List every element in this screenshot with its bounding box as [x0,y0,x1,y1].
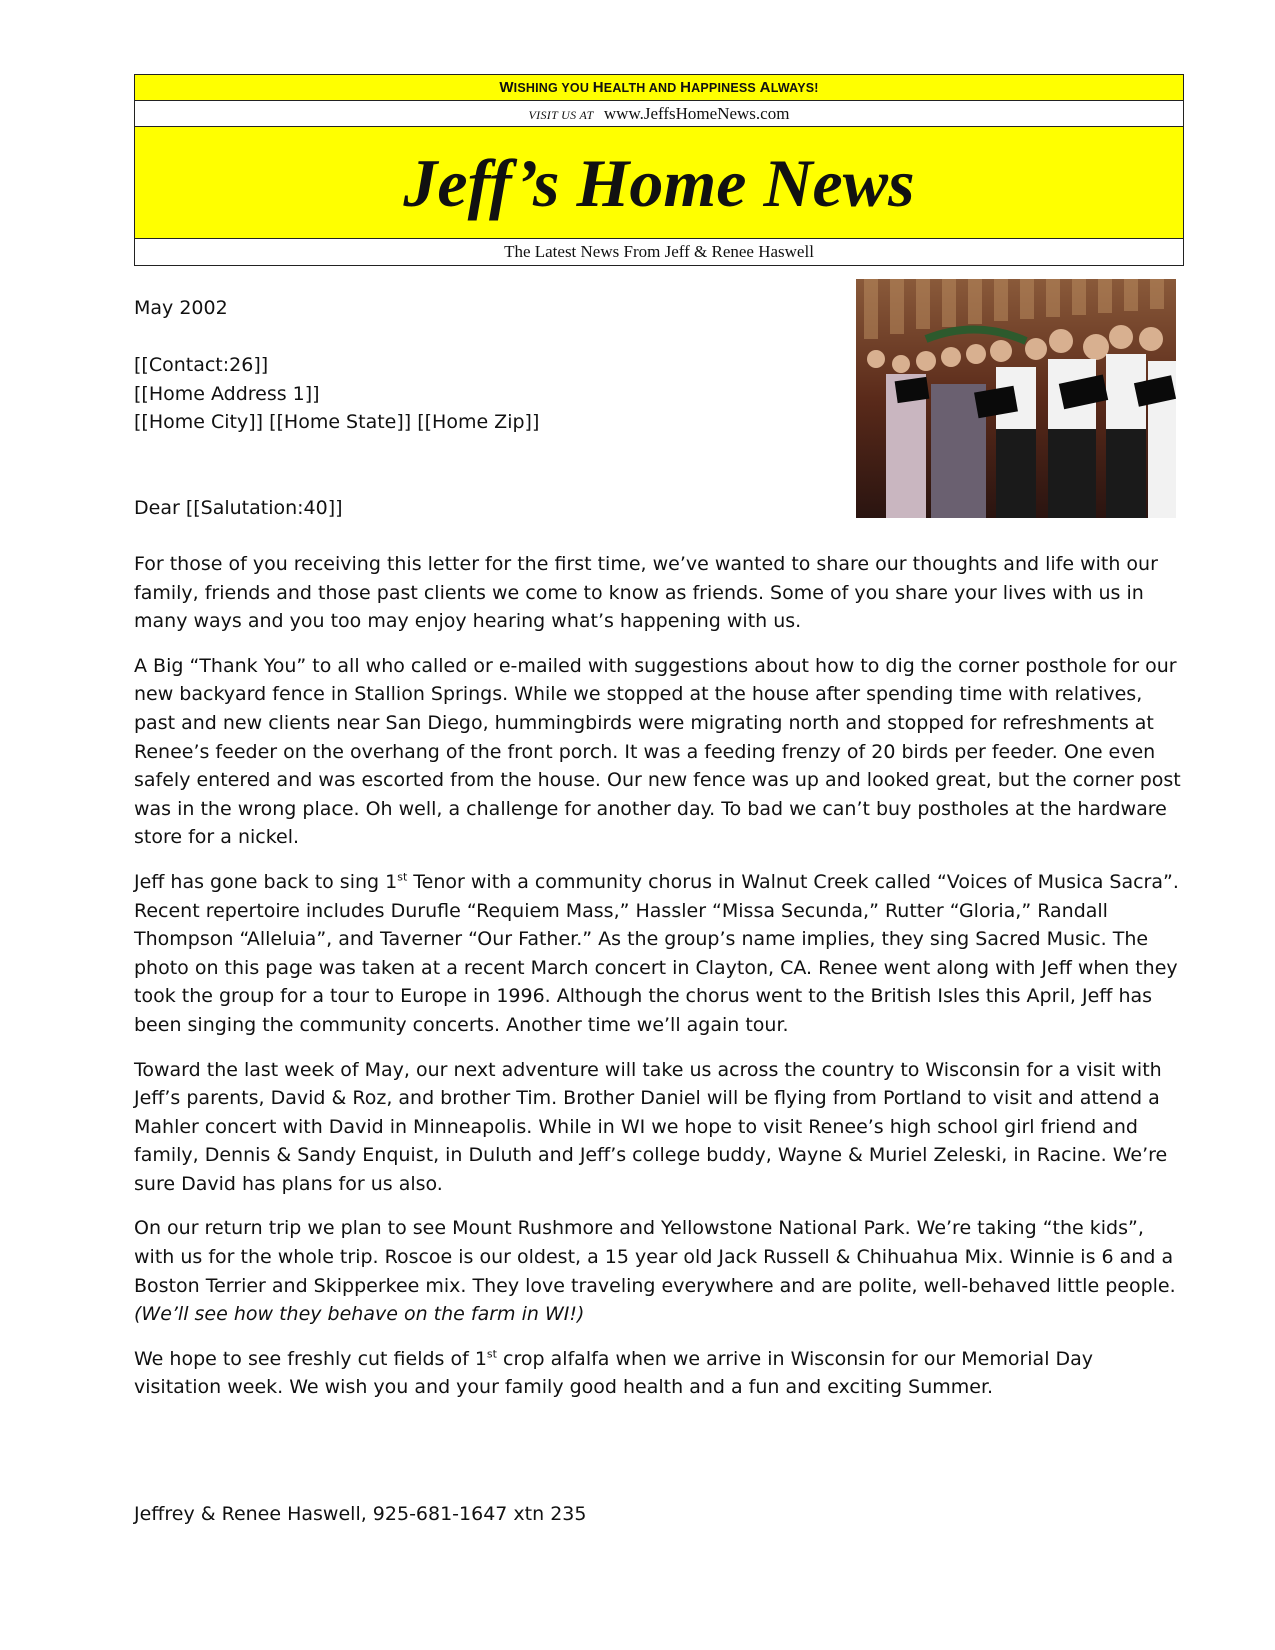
paragraph-intro: For those of you receiving this letter for the first time, we’ve wanted to share our thoughts and life with our family, friends and those past clients we come to know as friends. Some of you share your lives with us in many ways and you too may enjoy hearing what’s happening with us. [134,553,1158,633]
tagline-cap: H [592,79,604,96]
superscript: st [486,1347,497,1361]
italic-aside: (We’ll see how they behave on the farm in WI!) [134,1303,585,1326]
visit-url[interactable]: www.JeffsHomeNews.com [603,104,790,123]
text: Jeff has gone back to sing 1 [134,870,398,893]
paragraph-chorus [134,868,1184,1040]
paragraph-return-trip [134,1214,1184,1328]
salutation: Dear [[Salutation:40]] [134,497,343,519]
masthead [134,74,1184,266]
newsletter-subtitle: The Latest News From Jeff & Renee Haswell [504,242,814,261]
tagline-small: APPINESS [691,81,760,95]
paragraph-wisconsin: Toward the last week of May, our next adventure will take us across the country to Wisconsin for a visit with Jeff’s parents, David & Roz, and brother Tim. Brother Daniel will be flying from Portland to visit and attend a Mahler concert with David in Minneapolis. While in WI we hope to visit Renee’s high school girl friend and family, Dennis & Sandy Enquist, in Duluth and Jeff’s college buddy, Wayne & Muriel Zeleski, in Racine. We’re sure David has plans for us also. [134,1058,1168,1195]
text: We hope to see freshly cut fields of 1 [134,1347,487,1370]
paragraph-posthole: A Big “Thank You” to all who called or e-mailed with suggestions about how to dig the corner posthole for our new backyard fence in Stallion Springs. While we stopped at the house after spending time with relatives, past and new clients near San Diego, hummingbirds were migrating north and stopped for refreshments at Renee’s feeder on the overhang of the front porch. It was a feeding frenzy of 20 birds per feeder. One even safely entered and was escorted from the house. Our new fence was up and looked great, but the corner post was in the wrong place. Oh well, a challenge for another day. To bad we can’t buy postholes at the hardware store for a nickel. [134,654,1181,849]
masthead-tagline [135,75,1183,101]
address-block [134,351,539,437]
letter-date: May 2002 [134,297,228,319]
superscript: st [397,870,408,884]
address-line: [[Home City]] [[Home State]] [[Home Zip]] [134,411,540,434]
choir-photo-icon [856,279,1176,518]
newsletter-title: Jeff’s Home News [135,127,1183,239]
tagline-cap: H [680,79,692,96]
tagline-cap: W [499,79,514,96]
tagline-small: ISHING YOU [513,81,593,95]
address-line: [[Home Address 1]] [134,382,320,405]
letter-body [134,550,1184,1418]
masthead-visit [135,101,1183,127]
text: crop alfalfa when we arrive in Wisconsin for our Memorial Day visitation week. We wish you and your family good health and a fun and exciting Summer. [134,1347,1094,1399]
tagline-small: LWAYS! [770,81,819,95]
choir-photo [856,279,1176,518]
visit-prefix: VISIT US AT [528,108,594,122]
text: On our return trip we plan to see Mount Rushmore and Yellowstone National Park. We’re taking “the kids”, with us for the whole trip. Roscoe is our oldest, a 15 year old Jack Russell & Chihuahua Mix. Winnie is 6 and a Boston Terrier and Skipperkee mix. They love traveling everywhere and are polite, well-behaved little people. [134,1217,1176,1297]
tagline-cap: A [759,79,771,96]
signature: Jeffrey & Renee Haswell, 925-681-1647 xtn 235 [134,1503,587,1525]
text: Tenor with a community chorus in Walnut Creek called “Voices of Musica Sacra”. Recent repertoire includes Durufle “Requiem Mass,” Hassler “Missa Secunda,” Rutter “Gloria,” Randall Thompson “Alleluia”, and Taverner “Our Father.” As the group’s name implies, they sing Sacred Music. The photo on this page was taken at a recent March concert in Clayton, CA. Renee went along with Jeff when they took the group for a tour to Europe in 1996. Although the chorus went to the British Isles this April, Jeff has been singing the community concerts. Another time we’ll again tour. [134,870,1179,1036]
tagline-small: EALTH AND [603,81,681,95]
address-line: [[Contact:26]] [134,354,269,376]
paragraph-closing [134,1345,1184,1402]
